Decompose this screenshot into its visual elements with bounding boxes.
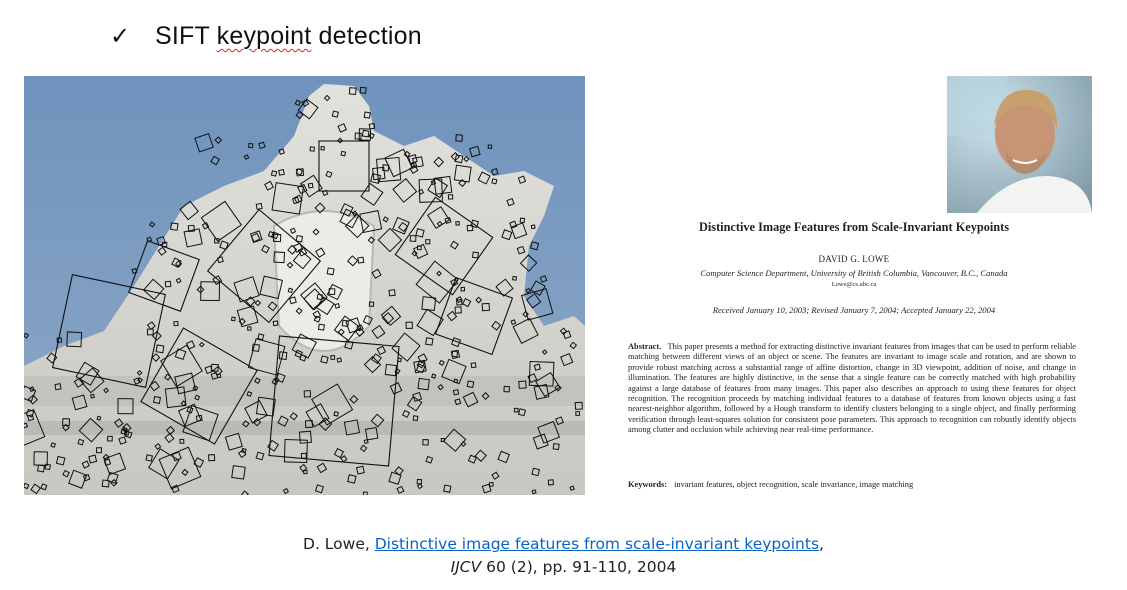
abstract-text: This paper presents a method for extracting distinctive invariant features from images that can be used to perform reliable matching between different views of an object or scene. The features are invariant to image scale and rotation, and are shown to provide robust matching across a substantial range of affine distortion, change in 3D viewpoint, addition of noise, and change in illumination. The features are highly distinctive, in the sense that a single feature can be correctly matched with high probability against a large database of features from many images. This paper also describes an approach to using these features for object recognition. The recognition proceeds by matching individual features to a database of features from known objects using a fast nearest-neighbor algorithm, followed by a Hough transform to identify clusters belonging to a single object, and finally performing verification through least-squares solution for consistent pose parameters. This approach to recognition can robustly identify objects among clutter and occlusion while achieving near real-time performance.	[628, 342, 1076, 435]
citation-comma: ,	[819, 535, 824, 553]
title-part-2: detection	[311, 22, 422, 50]
sift-keypoints-photo	[24, 76, 585, 495]
citation-details: 60 (2), pp. 91-110, 2004	[481, 558, 677, 576]
citation-journal: IJCV	[450, 558, 482, 576]
checkmark-bullet-icon: ✓	[110, 22, 131, 50]
keywords-text: invariant features, object recognition, scale invariance, image matching	[674, 480, 914, 489]
abstract-label: Abstract.	[628, 342, 662, 351]
slide-title	[155, 22, 422, 51]
title-part-1: SIFT	[155, 22, 217, 50]
citation-author: D. Lowe,	[303, 535, 375, 553]
citation-line-2	[0, 556, 1127, 579]
citation-link[interactable]: Distinctive image features from scale-invariant keypoints	[374, 535, 820, 553]
frieze-band	[24, 421, 585, 435]
paper-author: DAVID G. LOWE	[818, 254, 890, 264]
author-portrait-photo	[947, 76, 1092, 213]
paper-excerpt	[617, 213, 1091, 498]
paper-keywords	[628, 480, 913, 489]
paper-title: Distinctive Image Features from Scale-Invariant Keypoints	[698, 220, 1009, 234]
paper-abstract	[628, 342, 1076, 436]
keywords-label: Keywords:	[628, 480, 668, 489]
citation	[0, 533, 1127, 579]
paper-dates: Received January 10, 2003; Revised January 7, 2004; Accepted January 22, 2004	[712, 305, 996, 315]
title-spellcheck-word: keypoint	[216, 22, 312, 50]
paper-affiliation: Computer Science Department, University of British Columbia, Vancouver, B.C., Canada	[700, 268, 1008, 278]
statue-photo-graphic	[24, 76, 585, 495]
paper-email: Lowe@cs.ubc.ca	[831, 281, 877, 288]
citation-line-1	[0, 533, 1127, 556]
portrait-graphic	[947, 76, 1092, 213]
